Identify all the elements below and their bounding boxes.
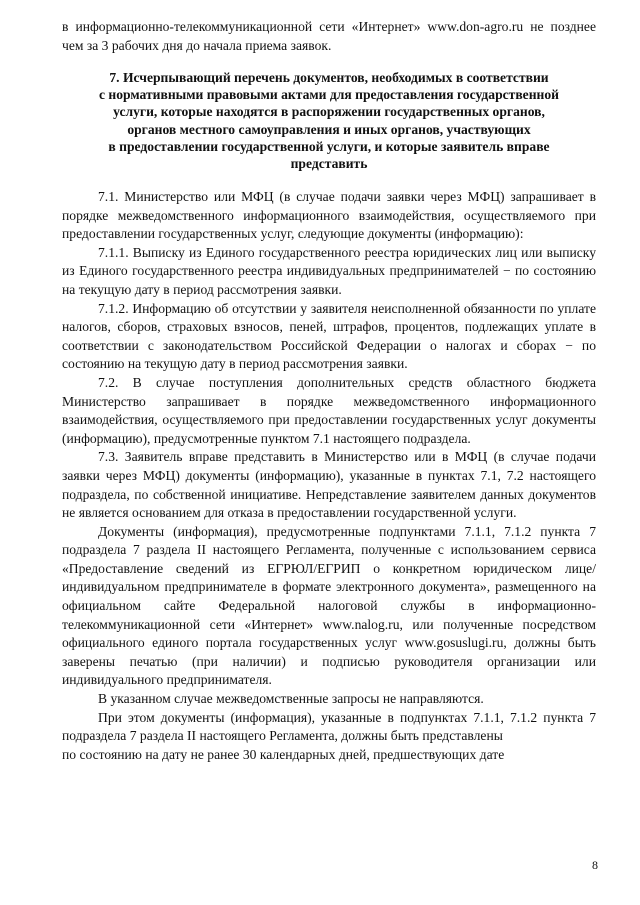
paragraph-documents: Документы (информация), предусмотренные подпунктами 7.1.1, 7.1.2 пункта 7 подраздела 7 раздела II настоящего Регламента, полученные с использованием сервиса «Предоставление сведений из ЕГРЮЛ/ЕГРИП о конкретном юридическом лице/индивидуальном предпринимателе в формате электронного документа», размещенного на официальном сайте Федеральной налоговой службы в информационно-телекоммуникационной сети «Интернет» www.nalog.ru, или полученные посредством официального единого портала государственных услуг www.gosuslugi.ru, должны быть заверены печатью (при наличии) и подписью руководителя организации или индивидуального предпринимателя. (62, 523, 596, 688)
paragraph-no-requests: В указанном случае межведомственные запросы не направляются. (98, 691, 484, 707)
paragraph-dates-continued: по состоянию на дату не ранее 30 календарных дней, предшествующих дате (62, 746, 505, 762)
heading-line: с нормативными правовыми актами для предоставления государственной (98, 87, 560, 103)
heading-line: услуги, которые находятся в распоряжении государственных органов, (113, 104, 545, 120)
section-body (62, 188, 596, 764)
heading-line: органов местного самоуправления и иных органов, участвующих (127, 121, 531, 137)
paragraph-7-1-2: 7.1.2. Информацию об отсутствии у заявителя неисполненной обязанности по уплате налогов, сборов, страховых взносов, пеней, штрафов, процентов, подлежащих уплате в соответствии с законодательством Российской Федерации о налогах и сборах − по состоянию на текущую дату в период рассмотрения заявки. (62, 300, 596, 372)
paragraph-dates: При этом документы (информация), указанные в подпунктах 7.1.1, 7.1.2 пункта 7 подраздела 7 раздела II настоящего Регламента, должны быть представлены (62, 709, 596, 744)
top-fragment-paragraph: в информационно-телекоммуникационной сети «Интернет» www.don-agro.ru не позднее чем за 3 рабочих дня до начала приема заявок. (62, 19, 596, 53)
paragraph-7-1-1: 7.1.1. Выписку из Единого государственного реестра юридических лиц или выписку из Единого государственного реестра индивидуальных предпринимателей − по состоянию на текущую дату в период рассмотрения заявки. (62, 244, 596, 297)
section-7-heading (62, 69, 596, 172)
paragraph-7-3: 7.3. Заявитель вправе представить в Министерство или в МФЦ (в случае подачи заявки через МФЦ) документы (информацию), указанные в пунктах 7.1, 7.2 настоящего подраздела, по собственной инициативе. Непредставление заявителем данных документов не является основанием для отказа в предоставлении государственной услуги. (62, 449, 596, 521)
heading-line: представить (290, 156, 368, 172)
page-number: 8 (592, 858, 598, 872)
heading-line: 7. Исчерпывающий перечень документов, необходимых в соответствии (109, 70, 549, 85)
heading-line: в предоставлении государственной услуги, и которые заявитель вправе (108, 138, 550, 154)
paragraph-7-2: 7.2. В случае поступления дополнительных средств областного бюджета Министерство запрашивает в порядке межведомственного информационного взаимодействия, осуществляемого при предоставлении государственных услуг документы (информацию), предусмотренные пунктом 7.1 настоящего подраздела. (62, 374, 596, 446)
paragraph-7-1: 7.1. Министерство или МФЦ (в случае подачи заявки через МФЦ) запрашивает в порядке межведомственного информационного взаимодействия, осуществляемого при предоставлении государственных услуг, следующие документы (информацию): (62, 189, 596, 242)
